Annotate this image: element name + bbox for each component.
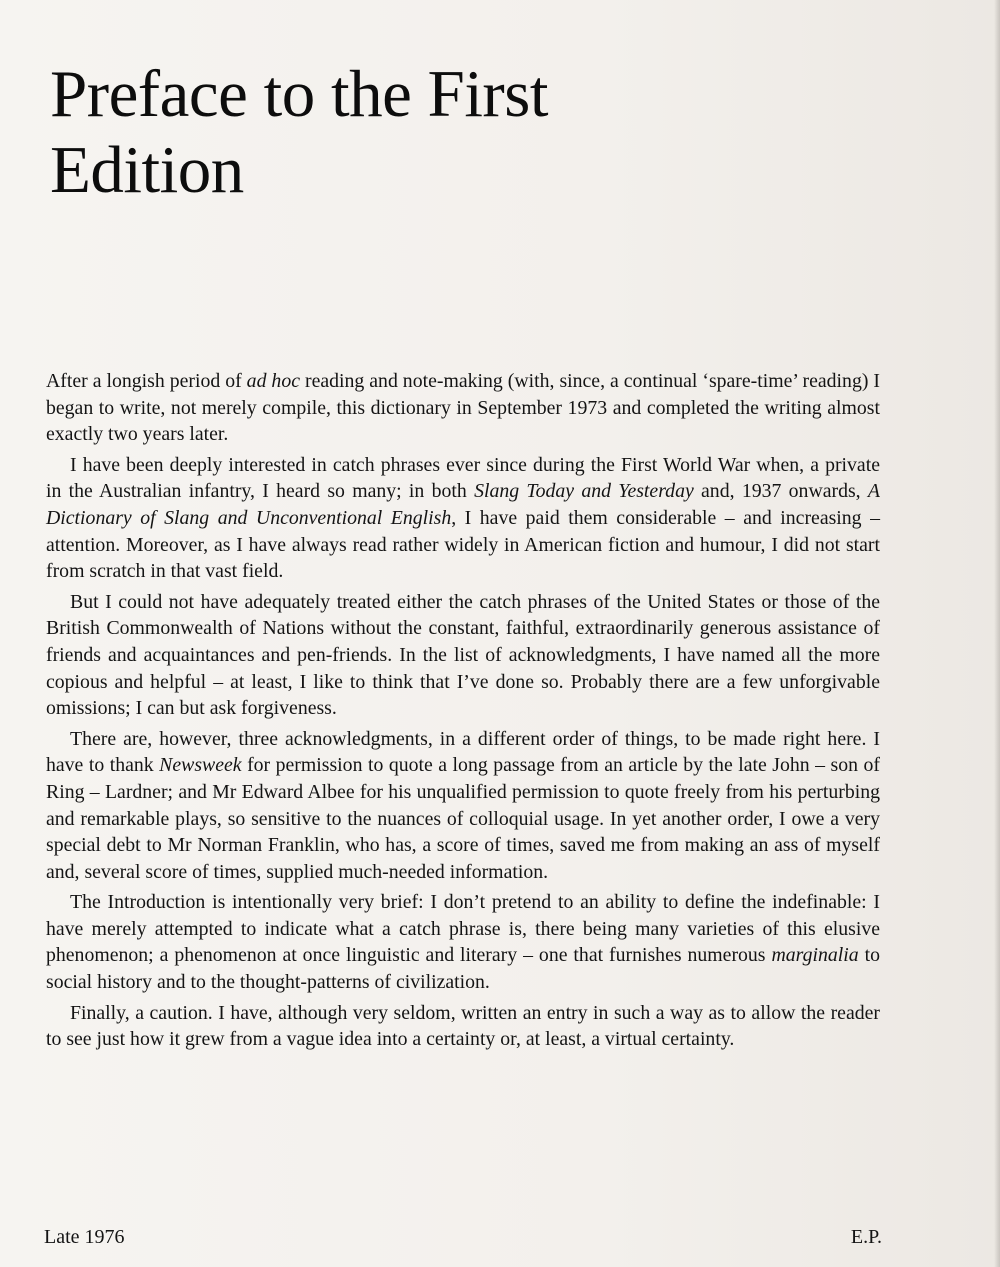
paragraph	[46, 726, 880, 886]
paragraph	[46, 589, 880, 722]
preface-body	[46, 368, 880, 1057]
italic-phrase: Newsweek	[159, 754, 242, 777]
text-run: There are, however, three acknowledgments, in a different order of things, to be made right here. I have to thank	[46, 727, 880, 777]
page-title: Preface to the First Edition	[50, 57, 548, 207]
italic-phrase: marginalia	[771, 944, 859, 967]
text-run: I have been deeply interested in catch phrases ever since during the First World War when, a private in the Australian infantry, I heard so many; in both	[46, 453, 880, 503]
text-run: But I could not have adequately treated either the catch phrases of the United States or those of the British Commonwealth of Nations without the constant, faithful, extraordinarily generous assistance of friends and acquaintances and pen-friends. In the list of acknowledgments, I have named all the more copious and helpful – at least, I like to think that I’ve done so. Probably there are a few unforgivable omissions; I can but ask forgiveness.	[46, 590, 880, 720]
signoff-initials: E.P.	[850, 1226, 882, 1248]
italic-phrase: Slang Today and Yesterday	[474, 480, 694, 503]
italic-phrase: A Dictionary of Slang and Unconventional English	[46, 480, 881, 529]
page-edge-shadow	[994, 0, 1000, 1267]
paragraph	[46, 452, 880, 585]
italic-phrase: ad hoc	[246, 370, 300, 392]
paragraph	[46, 368, 880, 448]
text-run: After a longish period of	[46, 370, 247, 392]
text-run: and, 1937 onwards,	[693, 480, 868, 503]
text-run: The Introduction is intentionally very brief: I don’t pretend to an ability to define the indefinable: I have merely attempted to indicate what a catch phrase is, there being many varieties of this elusive phenomenon; a phenomenon at once linguistic and literary – one that furnishes numerous	[46, 891, 880, 967]
text-run: to social history and to the thought-patterns of civilization.	[46, 944, 880, 994]
text-run: Finally, a caution. I have, although very seldom, written an entry in such a way as to allow the reader to see just how it grew from a vague idea into a certainty or, at least, a virtual certainty.	[46, 1001, 880, 1051]
signoff-date: Late 1976	[44, 1226, 125, 1248]
text-run: , I have paid them considerable – and increasing – attention. Moreover, as I have always read rather widely in American fiction and humour, I did not start from scratch in that vast field.	[46, 506, 880, 583]
paragraph	[46, 889, 880, 995]
text-run: for permission to quote a long passage from an article by the late John – son of Ring – Lardner; and Mr Edward Albee for his unqualified permission to quote freely from his perturbing and remarkable plays, so sensitive to the nuances of colloquial usage. In yet another order, I owe a very special debt to Mr Norman Franklin, who has, a score of times, saved me from making an ass of myself and, several score of times, supplied much-needed information.	[46, 754, 880, 883]
text-run: reading and note-making (with, since, a continual ‘spare-time’ reading) I began to write, not merely compile, this dictionary in September 1973 and completed the writing almost exactly two years later.	[46, 370, 880, 446]
paragraph	[46, 1000, 880, 1053]
